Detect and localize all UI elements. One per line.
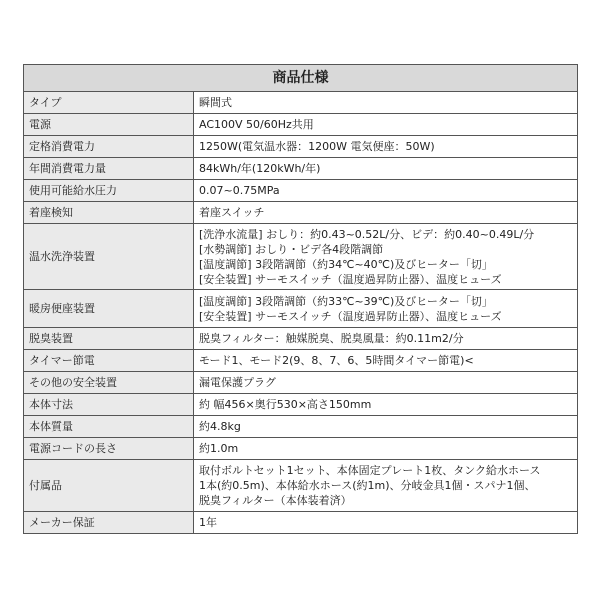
table-row	[24, 460, 578, 512]
table-row	[24, 416, 578, 438]
table-row	[24, 328, 578, 350]
spec-value	[194, 158, 578, 180]
table-row	[24, 180, 578, 202]
spec-value-line: 漏電保護プラグ	[199, 376, 276, 389]
spec-value	[194, 460, 578, 512]
spec-label: 暖房便座装置	[24, 290, 194, 328]
spec-value-line: 瞬間式	[199, 96, 232, 109]
spec-value	[194, 416, 578, 438]
table-row	[24, 136, 578, 158]
spec-value	[194, 180, 578, 202]
table-row	[24, 350, 578, 372]
spec-label: 着座検知	[24, 202, 194, 224]
spec-value	[194, 350, 578, 372]
table-row	[24, 114, 578, 136]
spec-value	[194, 512, 578, 534]
spec-value	[194, 394, 578, 416]
table-row	[24, 512, 578, 534]
spec-label: 付属品	[24, 460, 194, 512]
spec-label: 使用可能給水圧力	[24, 180, 194, 202]
spec-label: タイマー節電	[24, 350, 194, 372]
spec-value	[194, 136, 578, 158]
spec-value-line: 84kWh/年(120kWh/年)	[199, 162, 321, 175]
table-row	[24, 158, 578, 180]
spec-value-line: AC100V 50/60Hz共用	[199, 118, 314, 131]
spec-table	[23, 64, 578, 534]
spec-value-line: [安全装置] サーモスイッチ（温度過昇防止器）、温度ヒューズ	[199, 272, 502, 286]
spec-value	[194, 328, 578, 350]
spec-value-line: 着座スイッチ	[199, 206, 265, 219]
spec-value-line: [洗浄水流量] おしり：約0.43~0.52L/分、ビデ：約0.40~0.49L/分	[199, 227, 535, 241]
spec-value-line: [温度調節] 3段階調節（約34℃~40℃)及びヒーター「切」	[199, 257, 493, 271]
spec-value	[194, 114, 578, 136]
spec-label: その他の安全装置	[24, 372, 194, 394]
spec-value	[194, 202, 578, 224]
spec-label: 年間消費電力量	[24, 158, 194, 180]
spec-value-line: 取付ボルトセット1セット、本体固定プレート1枚、タンク給水ホース	[199, 464, 541, 477]
table-header-row	[24, 65, 578, 92]
table-title: 商品仕様	[24, 65, 578, 92]
spec-value-line: 脱臭フィルター：触媒脱臭、脱臭風量：約0.11m2/分	[199, 332, 464, 345]
spec-value-line: 約 幅456×奥行530×高さ150mm	[199, 398, 372, 411]
spec-value-line: 脱臭フィルター（本体装着済）	[199, 494, 352, 507]
table-row	[24, 394, 578, 416]
spec-value-line: 1年	[199, 516, 217, 529]
spec-value-line: 約4.8kg	[199, 420, 241, 433]
spec-value-line: 1250W(電気温水器：1200W 電気便座：50W)	[199, 140, 435, 153]
spec-label: 脱臭装置	[24, 328, 194, 350]
spec-value-line: 1本(約0.5m)、本体給水ホース(約1m)、分岐金具1個・スパナ1個、	[199, 479, 536, 492]
table-row	[24, 224, 578, 290]
spec-value-line: [温度調節] 3段階調節（約33℃~39℃)及びヒーター「切」	[199, 294, 493, 308]
spec-value-line: 約1.0m	[199, 442, 239, 455]
table-row	[24, 438, 578, 460]
spec-value-line: [安全装置] サーモスイッチ（温度過昇防止器）、温度ヒューズ	[199, 309, 502, 323]
spec-value	[194, 92, 578, 114]
table-row	[24, 202, 578, 224]
table-row	[24, 372, 578, 394]
spec-value	[194, 290, 578, 328]
spec-table-body	[24, 92, 578, 534]
spec-value-line: [水勢調節] おしり・ビデ各4段階調節	[199, 242, 384, 256]
spec-value-line: モード1、モード2(9、8、7、6、5時間タイマー節電)<	[199, 354, 474, 367]
spec-label: 電源コードの長さ	[24, 438, 194, 460]
spec-value	[194, 372, 578, 394]
spec-label: 本体質量	[24, 416, 194, 438]
spec-label: 電源	[24, 114, 194, 136]
spec-label: メーカー保証	[24, 512, 194, 534]
spec-value-line: 0.07~0.75MPa	[199, 184, 280, 197]
spec-label: 本体寸法	[24, 394, 194, 416]
spec-label: タイプ	[24, 92, 194, 114]
spec-label: 定格消費電力	[24, 136, 194, 158]
spec-value	[194, 438, 578, 460]
table-row	[24, 92, 578, 114]
spec-label: 温水洗浄装置	[24, 224, 194, 290]
spec-value	[194, 224, 578, 290]
table-row	[24, 290, 578, 328]
